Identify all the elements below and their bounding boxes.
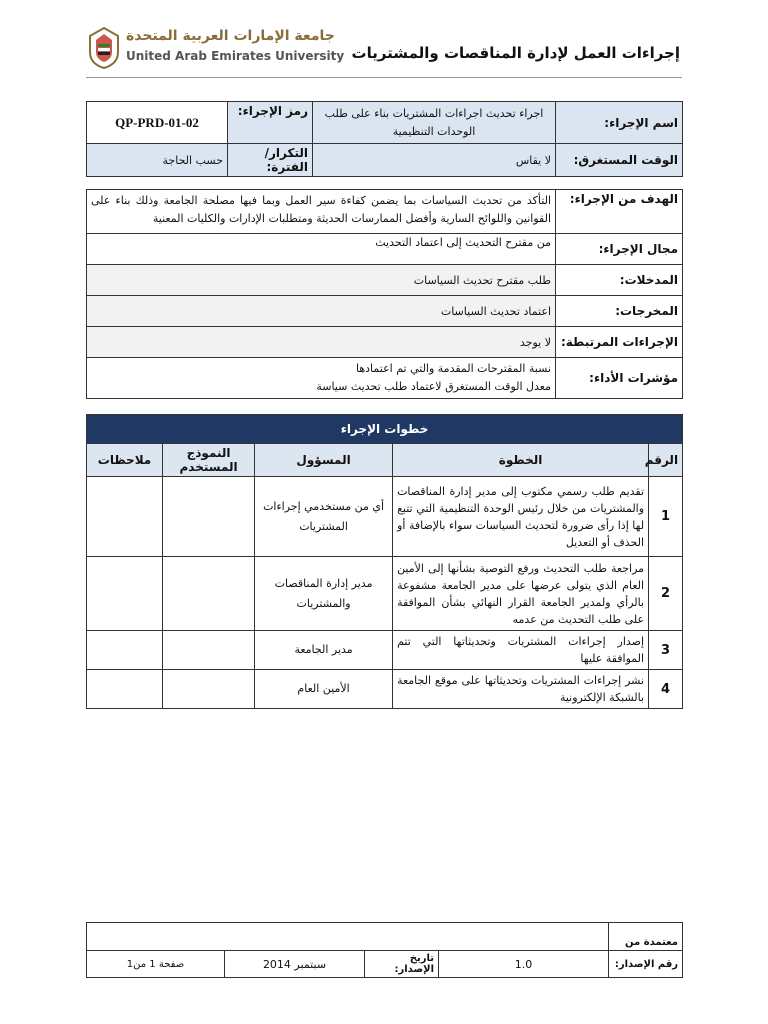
step-form <box>163 670 255 709</box>
step-form <box>163 631 255 670</box>
frequency-value: حسب الحاجة <box>87 144 228 177</box>
kpi-line-1: نسبة المقترحات المقدمة والتي تم اعتمادها <box>356 362 551 375</box>
university-logo <box>86 24 345 74</box>
inputs-value: طلب مقترح تحديث السياسات <box>87 265 556 296</box>
step-responsible: الأمين العام <box>255 670 393 709</box>
objective-label: الهدف من الإجراء: <box>556 190 683 234</box>
outputs-label: المخرجات: <box>556 296 683 327</box>
approved-by-label: معتمدة من <box>609 923 683 951</box>
steps-title: خطوات الإجراء <box>87 415 683 444</box>
step-description: نشر إجراءات المشتريات وتحديثاتها على موقع الجامعة بالشبكة الإلكترونية <box>393 670 649 709</box>
step-form <box>163 477 255 557</box>
step-responsible: مدير الجامعة <box>255 631 393 670</box>
logo-arabic-text: جامعة الإمارات العربية المتحدة <box>126 28 335 44</box>
related-procedures-label: الإجراءات المرتبطة: <box>556 327 683 358</box>
document-footer-table <box>86 922 683 978</box>
col-step-header: الخطوة <box>393 444 649 477</box>
version-value: 1.0 <box>439 951 609 978</box>
objective-value: التأكد من تحديث السياسات بما يضمن كفاءة سير العمل وبما فيها مصلحة الجامعة وذلك بناء على القوانين واللوائح السارية وأفضل الممارسات الحديثة ومتطلبات الإدارات والكليات المعنية <box>87 190 556 234</box>
col-form-header: النموذج المستخدم <box>163 444 255 477</box>
procedure-name-value: اجراء تحديث اجراءات المشتريات بناء على طلب الوحدات التنظيمية <box>313 102 556 144</box>
procedure-name-label: اسم الإجراء: <box>556 102 683 144</box>
inputs-label: المدخلات: <box>556 265 683 296</box>
procedure-code-value: QP-PRD-01-02 <box>87 102 228 144</box>
related-procedures-value: لا يوجد <box>87 327 556 358</box>
scope-label: مجال الإجراء: <box>556 234 683 265</box>
col-responsible-header: المسؤول <box>255 444 393 477</box>
header-divider <box>86 77 682 78</box>
step-description: إصدار إجراءات المشتريات وتحديثاتها التي تتم الموافقة عليها <box>393 631 649 670</box>
step-number: 2 <box>649 557 683 631</box>
col-number-header: الرقم <box>649 444 683 477</box>
approved-by-value <box>87 923 609 951</box>
step-responsible: أي من مستخدمي إجراءات المشتريات <box>255 477 393 557</box>
outputs-value: اعتماد تحديث السياسات <box>87 296 556 327</box>
procedure-info-table <box>86 101 683 177</box>
step-notes <box>87 670 163 709</box>
step-notes <box>87 477 163 557</box>
issue-date-label: تاريخ الإصدار: <box>365 951 439 978</box>
time-taken-value: لا يقاس <box>313 144 556 177</box>
col-notes-header: ملاحظات <box>87 444 163 477</box>
version-label: رقم الإصدار: <box>609 951 683 978</box>
table-row <box>87 557 683 631</box>
step-number: 4 <box>649 670 683 709</box>
table-row <box>87 477 683 557</box>
page-title: إجراءات العمل لإدارة المناقصات والمشتريات <box>351 44 680 62</box>
step-description: تقديم طلب رسمي مكتوب إلى مدير إدارة المناقصات والمشتريات من خلال رئيس الوحدة التنظيمية التي تتبع لها إذا رأى ضرورة لتحديث السياسات سواء بالإضافة أو الحذف أو التعديل <box>393 477 649 557</box>
time-taken-label: الوقت المستغرق: <box>556 144 683 177</box>
procedure-details-table <box>86 189 683 399</box>
step-notes <box>87 557 163 631</box>
logo-english-text: United Arab Emirates University <box>126 49 345 63</box>
page-number: صفحة 1 من1 <box>87 951 225 978</box>
step-form <box>163 557 255 631</box>
procedure-steps-table <box>86 414 683 709</box>
kpi-value <box>87 358 556 399</box>
step-notes <box>87 631 163 670</box>
university-emblem-icon <box>86 26 122 70</box>
step-responsible: مدير إدارة المناقصات والمشتريات <box>255 557 393 631</box>
step-number: 3 <box>649 631 683 670</box>
step-number: 1 <box>649 477 683 557</box>
table-row <box>87 631 683 670</box>
table-row <box>87 670 683 709</box>
kpi-line-2: معدل الوقت المستغرق لاعتماد طلب تحديث سياسة <box>316 380 551 393</box>
step-description: مراجعة طلب التحديث ورفع التوصية بشأنها إلى الأمين العام الذي يتولى عرضها على مدير الجامعة مشفوعة بالرأي ولمدير الجامعة القرار النهائي بشأن الموافقة على طلب التحديث من عدمه <box>393 557 649 631</box>
kpi-label: مؤشرات الأداء: <box>556 358 683 399</box>
issue-date-value: سبتمبر 2014 <box>225 951 365 978</box>
frequency-label: التكرار/ الفترة: <box>228 144 313 177</box>
scope-value: من مقترح التحديث إلى اعتماد التحديث <box>87 234 556 265</box>
procedure-code-label: رمز الإجراء: <box>228 102 313 144</box>
